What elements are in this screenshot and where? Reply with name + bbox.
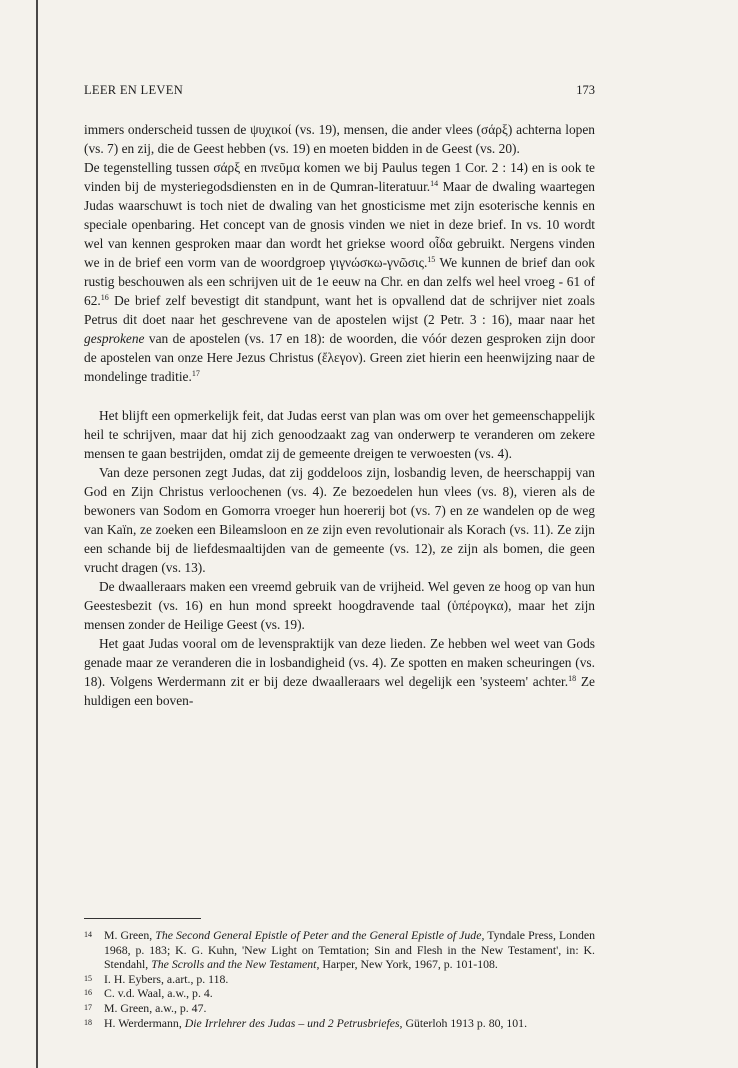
footnote-ref: 15 [427, 255, 436, 264]
footnotes [84, 928, 595, 1030]
paragraph: immers onderscheid tussen de ψυχικοί (vs. 19), mensen, die ander vlees (σάρξ) achterna lopen (vs. 7) en zij, die de Geest hebben (vs. 19) en moeten bidden in de Geest (vs. 20). [84, 122, 595, 156]
paragraph: De tegenstelling tussen σάρξ en πνεῦμα komen we bij Paulus tegen 1 Cor. 2 : 14) en is ook te vinden bij de mysteriegodsdiensten en in de Qumran-literatuur.$^{14}$ Maar de dwaling waartegen Judas waarschuwt is toch niet de dwaling van het gnosticisme met zijn esoterische kennis en speciale openbaring. Het concept van de gnosis vinden we niet in deze brief. In vs. 10 wordt wel van kennen gesproken maar dan wordt het griekse woord οἶδα gebruikt. Nergens vinden we in de brief een vorm van de woordgroep γιγνώσκω-γνῶσις.$^{15}$ We kunnen de brief dan ook rustig beschouwen als een schrijven uit de 1e eeuw na Chr. en dan zelfs wel heel vroeg - 61 of 62.16 De brief zelf bevestigt dit standpunt, want het is opvallend dat de schrijver niet zoals Petrus dit doet naar het geschrevene van de apostelen wijst (2 Petr. 3 : 16), maar naar het gesprokene van de apostelen (vs. 17 en 18): de woorden, die vóór dezen gesproken zijn door de apostelen van onze Here Jezus Christus (ἔλεγον). Green ziet hierin een heenwijzing naar de mondelinge traditie.$^{17}$ [84, 160, 595, 384]
footnote-number: 17 [84, 1002, 92, 1012]
body-text [84, 120, 595, 710]
paragraph: Van deze personen zegt Judas, dat zij goddeloos zijn, losbandig leven, de heerschappij van God en Zijn Christus verloochenen (vs. 4). Ze bezoedelen hun vlees (vs. 8), vieren als de bewoners van Sodom en Gomorra vroeger hun hoererij bot (vs. 7) en ze wandelen op de weg van Kaïn, ze zoeken een Bileamsloon en ze zijn even revolutionair als Korach (vs. 11). Ze zijn een schande bij de liefdesmaaltijden van de gemeente (vs. 12), ze zijn als bomen, die geen vrucht dragen (vs. 13). [84, 465, 595, 575]
footnote-ref: 14 [430, 179, 439, 188]
footnote-ref: 17 [191, 369, 200, 378]
footnote: 17 M. Green, a.w., p. 47. [84, 1000, 207, 1015]
footnote-rule [84, 918, 201, 919]
running-header [84, 83, 595, 99]
footnote-ref: 18 [568, 674, 577, 683]
footnote-number: 15 [84, 973, 92, 983]
page-number: 173 [576, 83, 595, 97]
running-title: LEER EN LEVEN [84, 83, 184, 97]
footnote: 14 M. Green, The Second General Epistle of Peter and the General Epistle of Jude, Tyndale Press, Londen 1968, p. 183; K. G. Kuhn, 'New Light on Temtation; Sin and Flesh in the New Testament', in: K. Stendahl, The Scrolls and the New Testament, Harper, New York, 1967, p. 101-108. [84, 928, 595, 972]
footnote: 18 H. Werdermann, Die Irrlehrer des Judas – und 2 Petrusbriefes, Güterloh 1913 p. 80, 101. [84, 1015, 528, 1030]
paragraph: De dwaalleraars maken een vreemd gebruik van de vrijheid. Wel geven ze hoog op van hun Geestesbezit (vs. 16) en hun mond spreekt hoogdravende taal (ὑπέρογκα), maar het zijn mensen zonder de Heilige Geest (vs. 19). [84, 579, 595, 632]
footnote-ref: 16 [100, 293, 109, 302]
emphasis: gesprokene [84, 331, 145, 346]
footnote: 16 C. v.d. Waal, a.w., p. 4. [84, 986, 213, 1001]
page-gutter-line [36, 0, 38, 1068]
footnote: 15 I. H. Eybers, a.art., p. 118. [84, 971, 229, 986]
footnote-number: 14 [84, 930, 92, 939]
footnote-number: 16 [84, 988, 92, 998]
paragraph: Het gaat Judas vooral om de levenspraktijk van deze lieden. Ze hebben wel weet van Gods genade maar ze veranderen die in losbandigheid (vs. 4). Ze spotten en maken scheuringen (vs. 18). Volgens Werdermann zit er bij deze dwaalleraars wel degelijk een 'systeem' achter.$^{18}$ Ze huldigen een boven- [84, 636, 595, 708]
footnote-number: 18 [84, 1017, 92, 1027]
paragraph: Het blijft een opmerkelijk feit, dat Judas eerst van plan was om over het gemeenschappelijk heil te schrijven, maar dat hij zich genoodzaakt zag van onderwerp te veranderen om zekere mensen te gaan bestrijden, omdat zij de gemeente dreigen te verwoesten (vs. 4). [84, 408, 595, 461]
